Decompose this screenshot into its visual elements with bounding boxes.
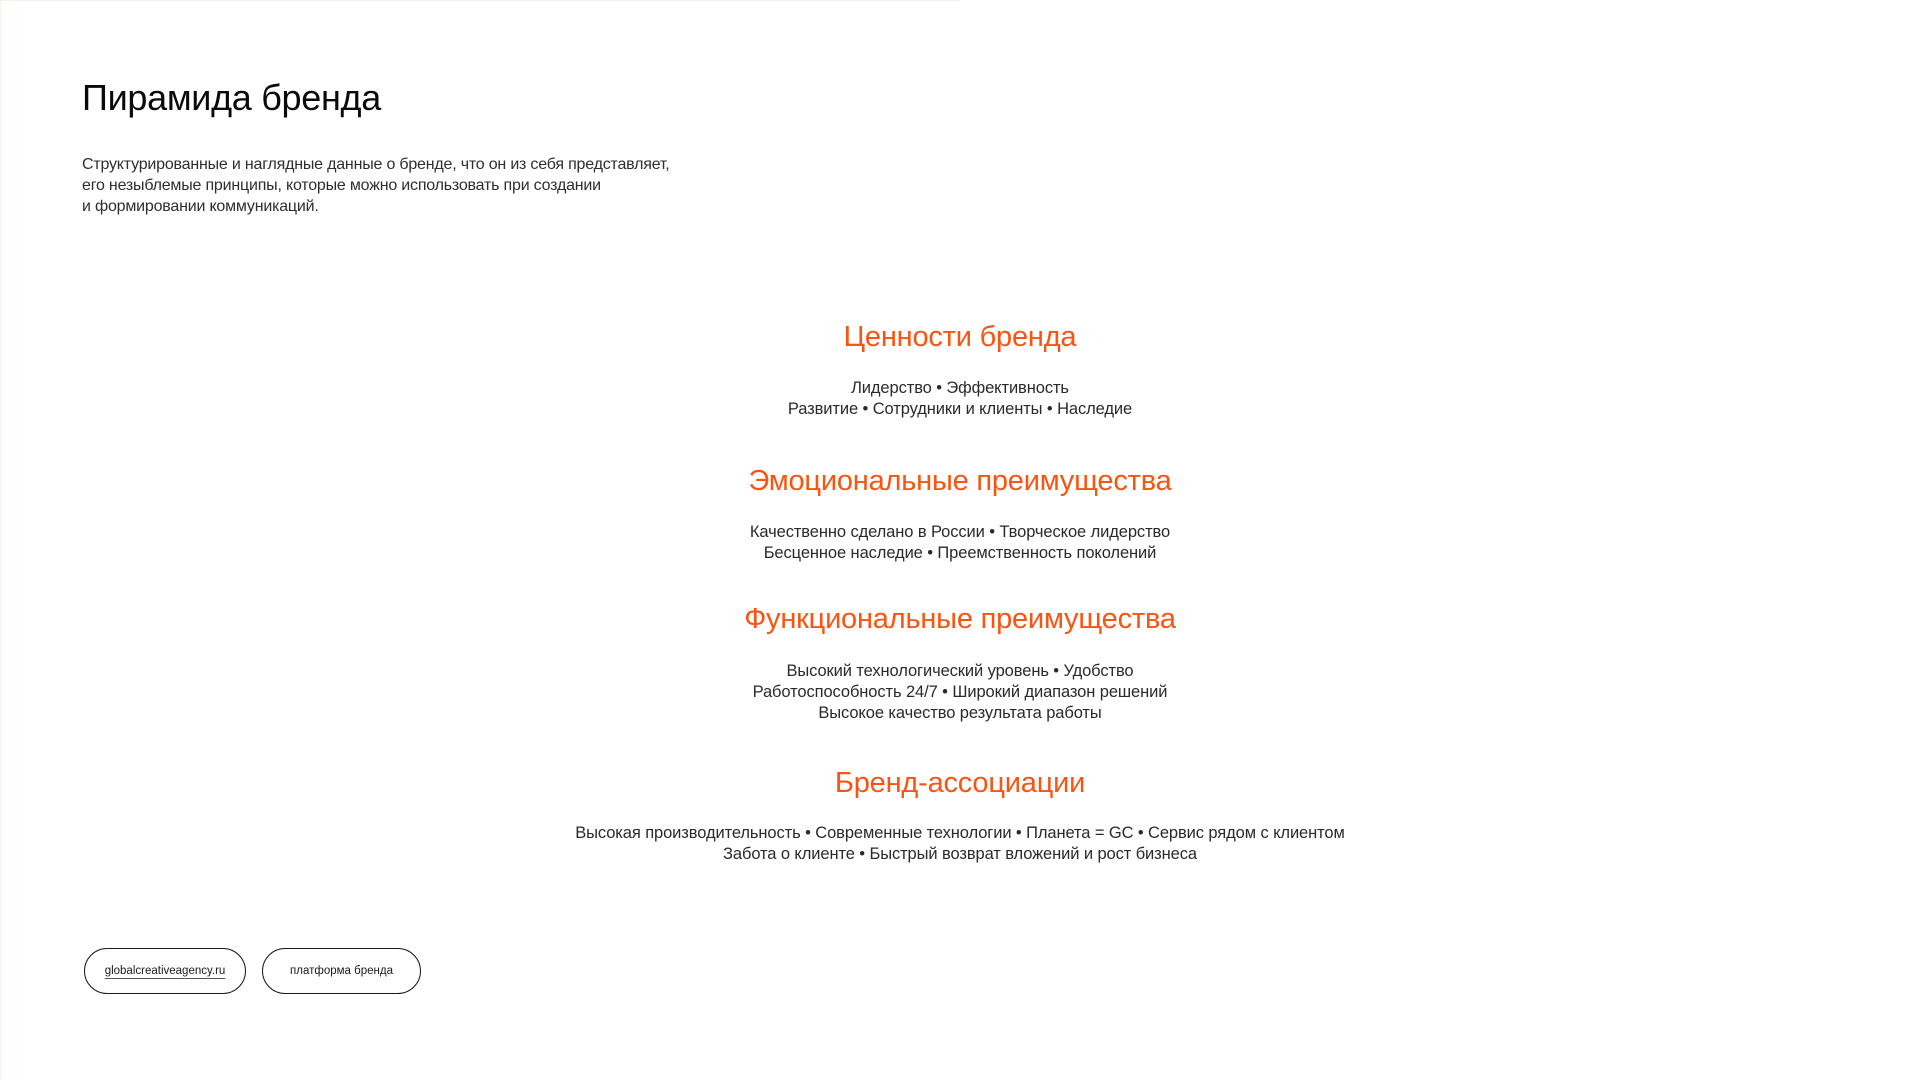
level-items xyxy=(0,661,1920,724)
level-line: Качественно сделано в России • Творческое лидерство xyxy=(749,523,1171,541)
website-link-button[interactable] xyxy=(84,948,246,994)
level-items xyxy=(0,823,1920,865)
level-line: Работоспособность 24/7 • Широкий диапазон решений xyxy=(752,683,1168,701)
level-heading: Ценности бренда xyxy=(843,321,1077,353)
pyramid-level-functional-benefits xyxy=(0,602,1920,724)
intro-line: Структурированные и наглядные данные о бренде, что он из себя представляет, xyxy=(82,156,670,173)
pyramid-level-brand-associations xyxy=(0,766,1920,865)
level-line: Лидерство • Эффективность xyxy=(851,379,1069,397)
intro-line: и формировании коммуникаций. xyxy=(82,198,319,215)
level-heading: Функциональные преимущества xyxy=(744,603,1176,635)
level-items xyxy=(0,522,1920,564)
section-tag-label: платформа бренда xyxy=(290,965,393,977)
intro-line: его незыблемые принципы, которые можно использовать при создании xyxy=(82,177,601,194)
intro-text xyxy=(82,154,762,217)
level-line: Высокое качество результата работы xyxy=(818,704,1102,722)
level-heading: Бренд-ассоциации xyxy=(834,767,1086,799)
website-link-text[interactable]: globalcreativeagency.ru xyxy=(104,965,226,977)
level-items xyxy=(0,378,1920,420)
level-line: Высокая производительность • Современные технологии • Планета = GC • Сервис рядом с клиентом xyxy=(575,824,1345,842)
section-tag-button[interactable] xyxy=(262,948,421,994)
pyramid-level-brand-values xyxy=(0,320,1920,420)
frame-edge-top xyxy=(0,0,960,1)
level-line: Забота о клиенте • Быстрый возврат вложений и рост бизнеса xyxy=(723,845,1197,863)
level-line: Развитие • Сотрудники и клиенты • Наследие xyxy=(787,400,1133,418)
page-title: Пирамида бренда xyxy=(82,77,381,118)
level-line: Бесценное наследие • Преемственность поколений xyxy=(763,544,1157,562)
level-line: Высокий технологический уровень • Удобство xyxy=(786,662,1134,680)
pyramid-level-emotional-benefits xyxy=(0,464,1920,564)
level-heading: Эмоциональные преимущества xyxy=(748,465,1172,497)
